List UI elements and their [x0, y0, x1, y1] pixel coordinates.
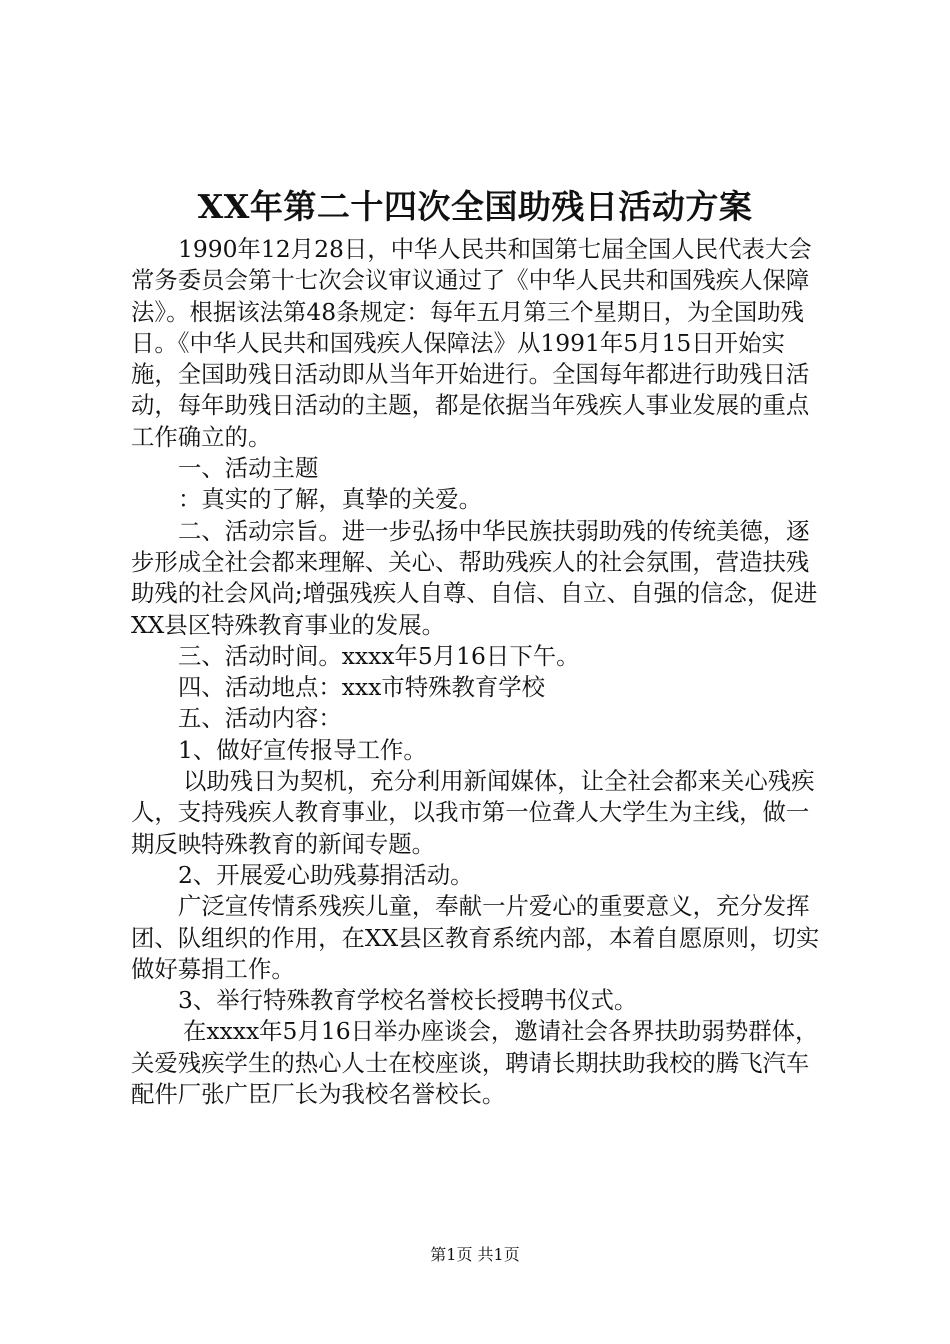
document-body	[131, 234, 831, 1110]
section-heading-theme: 一、活动主题	[178, 454, 319, 483]
item-3-paragraph: 在xxxx年5月16日举办座谈会，邀请社会各界扶助弱势群体，关爱残疾学生的热心人士在校座谈，聘请长期扶助我校的腾飞汽车配件厂张广臣厂长为我校名誉校长。	[131, 1017, 819, 1109]
item-3-heading: 3、举行特殊教育学校名誉校长授聘书仪式。	[178, 986, 638, 1015]
item-2-heading: 2、开展爱心助残募捐活动。	[178, 860, 474, 889]
item-1-paragraph: 以助残日为契机，充分利用新闻媒体，让全社会都来关心残疾人，支持残疾人教育事业，以我市第一位聋人大学生为主线，做一期反映特殊教育的新闻专题。	[131, 767, 815, 858]
item-2-paragraph: 广泛宣传情系残疾儿童，奉献一片爱心的重要意义，充分发挥团、队组织的作用，在XX县区教育系统内部，本着自愿原则，切实做好募捐工作。	[131, 892, 820, 983]
theme-text: ：真实的了解，真挚的关爱。	[178, 485, 483, 514]
document-title: XX年第二十四次全国助残日活动方案	[197, 187, 753, 226]
time-paragraph: 三、活动时间。xxxx年5月16日下午。	[178, 641, 580, 670]
page-footer: 第1页 共1页	[430, 1245, 520, 1264]
purpose-paragraph: 二、活动宗旨。进一步弘扬中华民族扶弱助残的传统美德，逐步形成全社会都来理解、关心、帮助残疾人的社会氛围，营造扶残助残的社会风尚;增强残疾人自尊、自信、自立、自强的信念，促进XX县区特殊教育事业的发展。	[131, 516, 818, 639]
location-paragraph: 四、活动地点：xxx市特殊教育学校	[178, 673, 546, 702]
intro-paragraph: 1990年12月28日，中华人民共和国第七届全国人民代表大会常务委员会第十七次会议审议通过了《中华人民共和国残疾人保障法》。根据该法第48条规定：每年五月第三个星期日，为全国助残日。《中华人民共和国残疾人保障法》从1991年5月15日开始实施，全国助残日活动即从当年开始进行。全国每年都进行助残日活动，每年助残日活动的主题，都是依据当年残疾人事业发展的重点工作确立的。	[131, 235, 812, 451]
item-1-heading: 1、做好宣传报导工作。	[178, 735, 427, 764]
section-heading-content: 五、活动内容：	[178, 704, 342, 733]
